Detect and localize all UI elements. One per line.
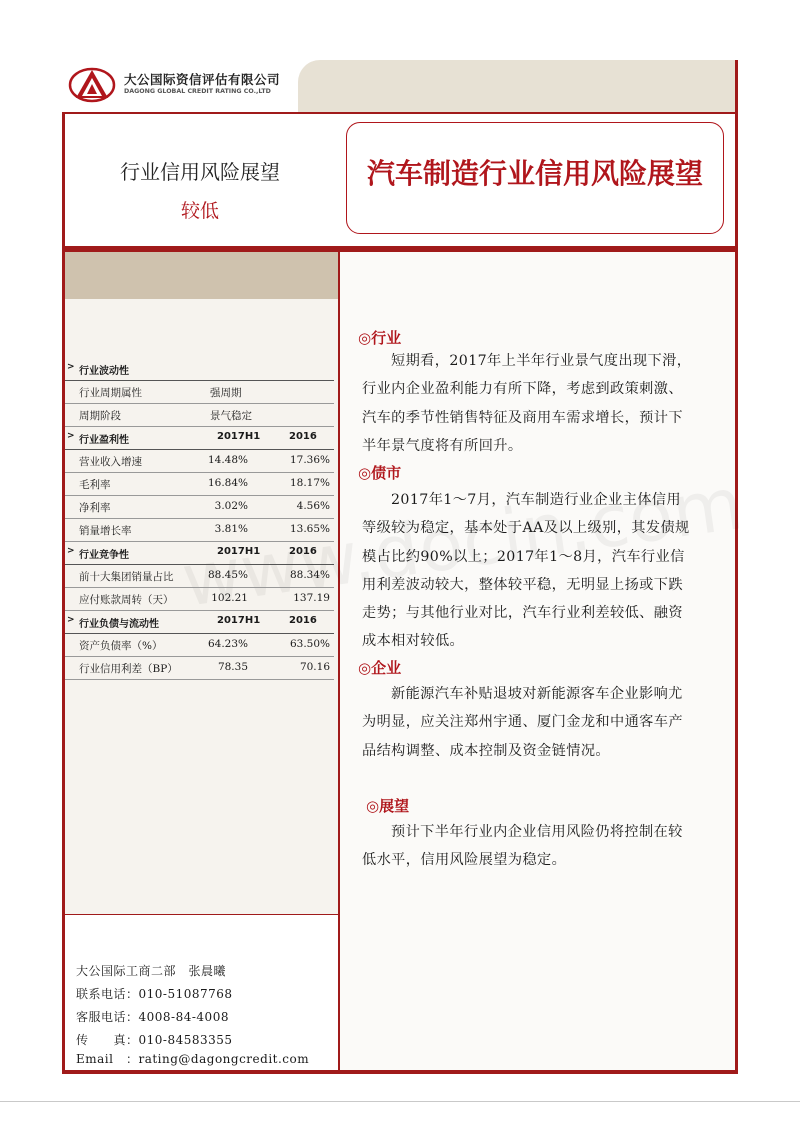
contact-author: 大公国际工商二部 张晨曦 [76, 964, 227, 978]
row-value-2016: 63.50% [289, 638, 330, 650]
contact-email[interactable]: Email ：rating@dagongcredit.com [76, 1052, 310, 1066]
arrow-bullet-icon: > [67, 431, 75, 441]
table-row [65, 519, 334, 542]
outlook-title: 行业信用风险展望 [120, 160, 280, 184]
company-logo-icon [68, 66, 116, 104]
section-text-industry: 短期看，2017年上半年行业景气度出现下滑，行业内企业盈利能力有所下降，考虑到政策刺激、汽车的季节性销售特征及商用车需求增长，预计下半年景气度将有所回升。 [362, 353, 692, 454]
page-bottom-rule [0, 1101, 800, 1102]
row-value-2016: 88.34% [289, 569, 330, 581]
row-value-2016: 18.17% [289, 477, 330, 489]
table-row [65, 473, 334, 496]
table-row [65, 634, 334, 657]
row-value-2016: 17.36% [289, 454, 330, 466]
group-header-leverage [65, 611, 334, 634]
table-row [65, 450, 334, 473]
section-heading-outlook: ◎展望 [366, 797, 410, 815]
sidebar-bottom-divider [65, 914, 338, 915]
group-label: 行业波动性 [79, 366, 129, 377]
column-header-2017h1: 2017H1 [217, 615, 261, 626]
row-value-2016: 70.16 [299, 661, 330, 673]
section-heading-enterprise: ◎企业 [358, 659, 402, 677]
company-name-en: DAGONG GLOBAL CREDIT RATING CO.,LTD [124, 88, 271, 95]
header-band [298, 60, 738, 112]
group-header-competition [65, 542, 334, 565]
row-value: 景气稳定 [210, 410, 252, 422]
row-label: 净利率 [79, 502, 111, 514]
arrow-bullet-icon: > [67, 615, 75, 625]
row-label: 前十大集团销量占比 [79, 571, 174, 583]
table-row [65, 381, 334, 404]
table-row [65, 496, 334, 519]
table-row [65, 588, 334, 611]
frame-bottom-border [62, 1070, 738, 1074]
group-label: 行业竞争性 [79, 550, 129, 561]
company-name-cn: 大公国际资信评估有限公司 [124, 72, 281, 87]
group-header-volatility [65, 358, 334, 381]
column-header-2016: 2016 [289, 546, 317, 557]
sidebar-header-band [65, 252, 338, 299]
row-label: 毛利率 [79, 479, 111, 491]
table-row [65, 404, 334, 427]
row-value-2017h1: 78.35 [217, 661, 248, 673]
group-header-profitability [65, 427, 334, 450]
row-value-2017h1: 64.23% [207, 638, 248, 650]
risk-rating: 较低 [180, 200, 219, 222]
page-title: 汽车制造行业信用风险展望 [366, 157, 703, 190]
section-heading-industry: ◎行业 [358, 329, 402, 347]
row-value-2017h1: 3.02% [214, 500, 248, 512]
row-label: 营业收入增速 [79, 456, 142, 468]
column-header-2016: 2016 [289, 615, 317, 626]
row-value-2017h1: 3.81% [214, 523, 248, 535]
row-label: 行业信用利差（BP） [79, 663, 178, 675]
frame-top-border [62, 112, 738, 114]
column-divider [338, 252, 340, 1070]
metrics-table [65, 358, 334, 680]
row-value-2017h1: 16.84% [207, 477, 248, 489]
column-header-2017h1: 2017H1 [217, 546, 261, 557]
row-value-2017h1: 14.48% [207, 454, 248, 466]
contact-service-phone: 客服电话：4008-84-4008 [76, 1010, 229, 1024]
table-row [65, 565, 334, 588]
group-label: 行业盈利性 [79, 435, 129, 446]
section-text-outlook: 预计下半年行业内企业信用风险仍将控制在较低水平，信用风险展望为稳定。 [362, 824, 683, 869]
arrow-bullet-icon: > [67, 362, 75, 372]
table-row [65, 657, 334, 680]
row-label: 周期阶段 [79, 410, 121, 422]
row-value-2017h1: 88.45% [207, 569, 248, 581]
section-text-enterprise: 新能源汽车补贴退坡对新能源客车企业影响尤为明显，应关注郑州宇通、厦门金龙和中通客车产品结构调整、成本控制及资金链情况。 [362, 686, 683, 759]
row-label: 销量增长率 [79, 525, 132, 537]
row-label: 应付账款周转（天） [79, 594, 174, 606]
row-value-2017h1: 102.21 [211, 592, 248, 604]
row-value-2016: 137.19 [293, 592, 330, 604]
group-label: 行业负债与流动性 [79, 619, 159, 630]
column-header-2017h1: 2017H1 [217, 431, 261, 442]
row-value-2016: 4.56% [296, 500, 330, 512]
column-header-2016: 2016 [289, 431, 317, 442]
row-label: 行业周期属性 [79, 387, 142, 399]
arrow-bullet-icon: > [67, 546, 75, 556]
row-value-2016: 13.65% [289, 523, 330, 535]
row-label: 资产负债率（%） [79, 640, 163, 652]
contact-phone: 联系电话：010-51087768 [76, 987, 233, 1001]
frame-right-border [735, 60, 738, 1074]
row-value: 强周期 [210, 387, 242, 399]
section-heading-bond: ◎债市 [358, 464, 402, 482]
contact-fax: 传 真：010-84583355 [76, 1033, 233, 1047]
section-text-bond: 2017年1～7月，汽车制造行业企业主体信用等级较为稳定，基本处于AA及以上级别，其发债规模占比约90%以上；2017年1～8月，汽车行业信用利差波动较大，整体较平稳，无明显上扬或下跌走势；与其他行业对比，汽车行业利差较低、融资成本相对较低。 [362, 492, 690, 650]
